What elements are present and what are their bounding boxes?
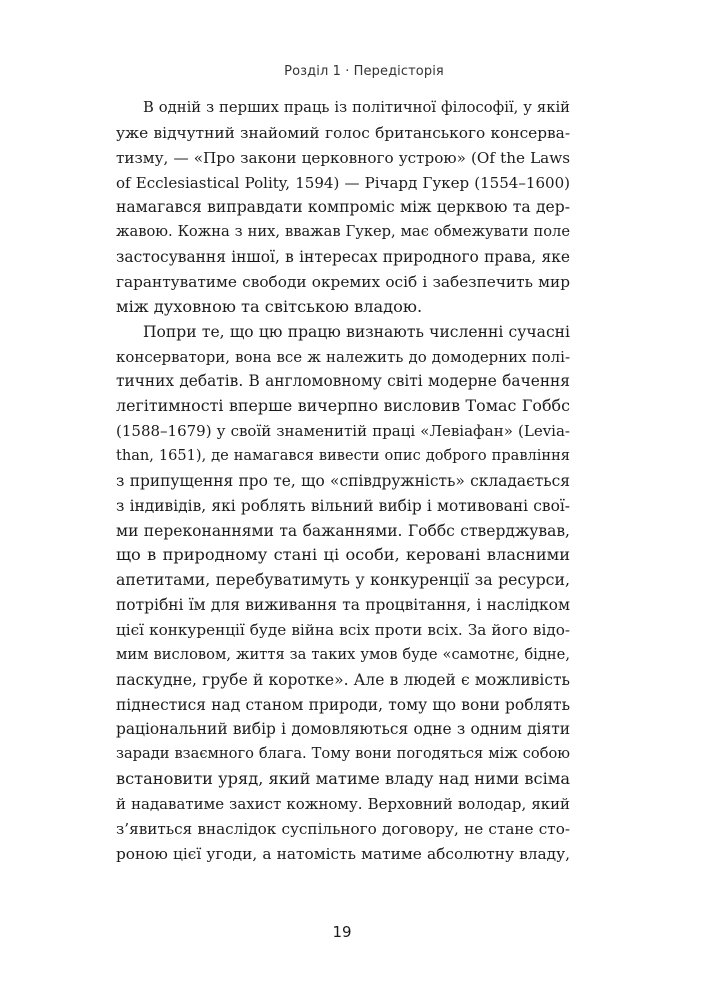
text-line: між духовною та світською владою. [116,296,423,316]
text-line: легітимності вперше вичерпно висловив Томас Гоббс [116,396,570,416]
text-line: намагався виправдати компроміс між церквою та дер- [116,198,570,217]
text-line: тизму, — «Про закони церковного устрою» (Of the Laws [116,148,570,167]
text-line: В одній з перших праць із політичної філософії, у якій [143,99,570,116]
text-line: заради взаємного блага. Тому вони погодяться між собою [116,745,570,763]
text-line: з припущення про те, що «співдружність» складається [116,471,570,490]
text-line: мим висловом, життя за таких умов буде «самотнє, бідне, [116,645,570,663]
text-line: of Ecclesiastical Polity, 1594) — Річард Гукер (1554–1600) [116,173,570,192]
text-line: раціональний вибір і домовляються одне з одним діяти [116,720,570,739]
text-line: встановити уряд, який матиме владу над ними всіма [116,769,570,789]
text-line: консерватори, вона все ж належить до домодерних полі- [116,347,570,366]
text-line: з індивідів, які роблять вільний вибір і мотивовані свої- [116,496,570,515]
text-line: than, 1651), де намагався вивести опис доброго правління [116,447,570,465]
text-line: потрібні їм для виживання та процвітання, і наслідком [116,596,570,615]
text-line: жавою. Кожна з них, вважав Гукер, має обмежувати поле [116,223,570,241]
body-text [116,96,570,867]
paragraph-2 [116,320,570,867]
text-line: (1588–1679) у своїй знаменитій праці «Левіафан» (Levia- [116,422,570,441]
text-line: застосування іншої, в інтересах природного права, яке [116,248,570,267]
text-line: тичних дебатів. В англомовному світі модерне бачення [116,372,570,391]
text-line: що в природному стані ці особи, керовані власними [116,545,570,565]
text-line: й надаватиме захист кожному. Верховний володар, який [116,795,570,814]
text-line: паскудне, грубе й коротке». Але в людей є можливість [116,670,570,689]
text-line: з’явиться внаслідок суспільного договору, не стане сто- [116,819,570,838]
running-header: Розділ 1 · Передісторія [284,64,444,79]
page-number: 19 [332,923,352,941]
paragraph-1 [116,96,570,320]
text-line: уже відчутний знайомий голос британського консерва- [116,123,570,142]
text-line: цієї конкуренції буде війна всіх проти всіх. За його відо- [116,621,570,640]
text-line: піднестися над станом природи, тому що вони роблять [116,695,570,714]
text-line: Попри те, що цю працю визнають численні сучасні [143,322,570,341]
text-line: ми переконаннями та бажаннями. Гоббс стверджував, [116,521,570,540]
text-line: гарантуватиме свободи окремих осіб і забезпечить мир [116,273,570,292]
text-line: апетитами, перебуватимуть у конкуренції за ресурси, [116,570,570,590]
text-line: роною цієї угоди, а натомість матиме абсолютну владу, [116,844,570,863]
